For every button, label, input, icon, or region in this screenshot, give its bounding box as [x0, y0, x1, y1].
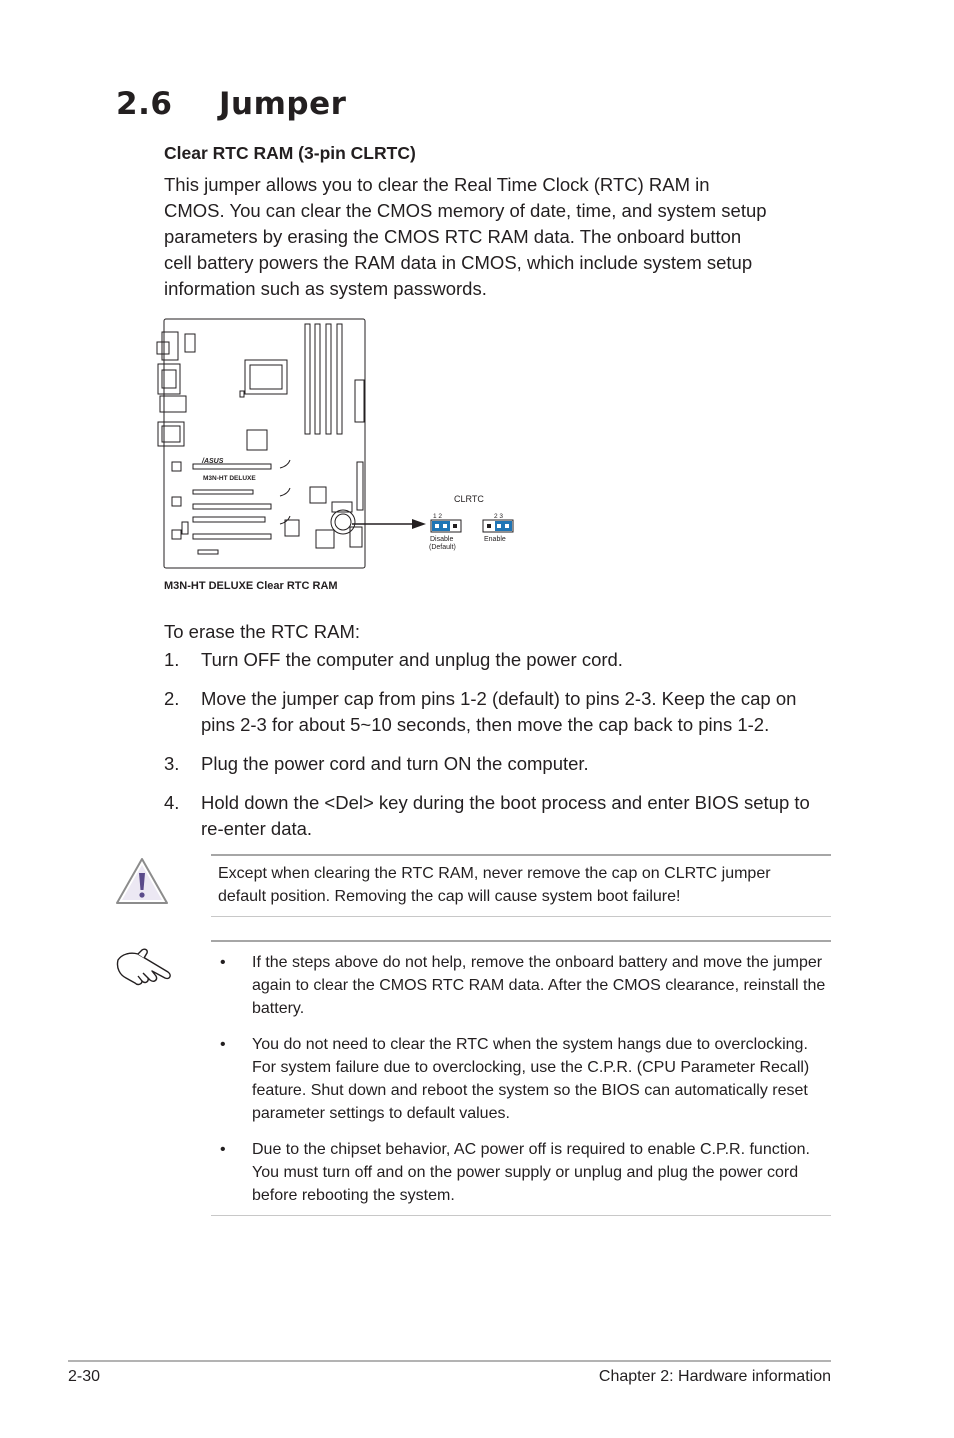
pin	[443, 524, 447, 528]
step-text: Hold down the <Del> key during the boot process and enter BIOS setup to re-enter data.	[201, 792, 810, 839]
pin	[435, 524, 439, 528]
caution-top-rule	[211, 854, 831, 856]
intro-paragraph	[164, 172, 814, 302]
steps-lead: To erase the RTC RAM:	[164, 621, 361, 642]
pointing-hand-icon	[112, 938, 180, 990]
dimm-slot	[305, 324, 310, 434]
dimm-slot	[337, 324, 342, 434]
step-item	[164, 686, 834, 738]
trace	[280, 460, 290, 468]
intro-line: CMOS. You can clear the CMOS memory of date, time, and system setup	[164, 200, 767, 221]
step-number: 2.	[164, 688, 180, 709]
jumper-cap	[432, 521, 450, 531]
motherboard-diagram	[150, 312, 530, 602]
power-connector	[355, 380, 364, 422]
pins-left-label: 1 2	[433, 513, 443, 520]
component	[316, 530, 334, 548]
step-text: Move the jumper cap from pins 1-2 (default) to pins 2-3. Keep the cap on pins 2-3 for about 5~10 seconds, then move the cap back to pins 1-2.	[201, 688, 797, 735]
step-number: 1.	[164, 649, 180, 670]
note-bottom-rule	[211, 1215, 831, 1216]
board-brand: /ASUS	[202, 458, 224, 465]
note-top-rule	[211, 940, 831, 942]
note-list	[218, 951, 828, 1220]
jumper-subtitle: Clear RTC RAM (3-pin CLRTC)	[164, 143, 416, 163]
default-label: (Default)	[429, 544, 456, 551]
chapter-title: Chapter 2: Hardware information	[598, 1368, 831, 1385]
step-item	[164, 647, 834, 673]
socket-lever	[240, 391, 244, 397]
expansion-slot	[193, 504, 271, 509]
bullet: •	[220, 1036, 226, 1053]
board-model: M3N-HT DELUXE	[203, 475, 256, 482]
bullet: •	[220, 1141, 226, 1158]
step-item	[164, 790, 834, 842]
section-heading	[116, 86, 346, 122]
intro-line: information such as system passwords.	[164, 278, 487, 299]
note-item	[218, 1033, 828, 1125]
step-item	[164, 751, 834, 777]
step-number: 3.	[164, 753, 180, 774]
page-number: 2-30	[68, 1368, 101, 1385]
pin	[505, 524, 509, 528]
steps-list	[164, 647, 834, 855]
io-port	[162, 426, 180, 442]
intro-line: cell battery powers the RAM data in CMOS, which include system setup	[164, 252, 753, 273]
step-number: 4.	[164, 792, 180, 813]
intro-line: parameters by erasing the CMOS RTC RAM data. The onboard button	[164, 226, 742, 247]
chipset	[310, 487, 326, 503]
dimm-slot	[326, 324, 331, 434]
sata-connector	[357, 462, 363, 510]
pin	[487, 524, 491, 528]
caution-bottom-rule	[211, 916, 831, 917]
note-text: You do not need to clear the RTC when the system hangs due to overclocking. For system failure due to overclocking, use the C.P.R. (CPU Parameter Recall) feature. Shut down and reboot the system so the BIOS can automatically reset parameter settings to default values.	[252, 1036, 810, 1122]
note-text: If the steps above do not help, remove the onboard battery and move the jumper again to clear the CMOS RTC RAM data. After the CMOS clearance, reinstall the battery.	[252, 954, 826, 1017]
component	[182, 522, 188, 534]
chipset	[247, 430, 267, 450]
pin	[497, 524, 501, 528]
intro-line: This jumper allows you to clear the Real Time Clock (RTC) RAM in	[164, 174, 710, 195]
chipset	[285, 520, 299, 536]
step-text: Turn OFF the computer and unplug the power cord.	[201, 649, 623, 670]
pin	[453, 524, 457, 528]
caution-text: Except when clearing the RTC RAM, never remove the cap on CLRTC jumper default position. Removing the cap will cause system boot failure!	[218, 865, 771, 905]
io-port	[158, 364, 180, 394]
component	[172, 462, 181, 471]
io-port	[157, 342, 169, 354]
step-text: Plug the power cord and turn ON the computer.	[201, 753, 589, 774]
expansion-slot	[193, 490, 253, 494]
warning-triangle-icon	[114, 856, 170, 906]
footer-rule	[68, 1360, 831, 1362]
section-number: 2.6	[116, 86, 173, 122]
cpu-socket-inner	[250, 365, 282, 389]
jumper-label: CLRTC	[454, 494, 484, 504]
note-text: Due to the chipset behavior, AC power off is required to enable C.P.R. function. You must turn off and on the power supply or unplug and plug the power cord before rebooting the system.	[252, 1141, 810, 1204]
battery-inner	[335, 514, 351, 530]
disable-label: Disable	[430, 536, 454, 543]
bullet: •	[220, 954, 226, 971]
pins-right-label: 2 3	[494, 513, 504, 520]
trace	[280, 488, 290, 496]
component	[172, 497, 181, 506]
dimm-slot	[315, 324, 320, 434]
note-item	[218, 951, 828, 1020]
expansion-slot	[193, 517, 265, 522]
enable-label: Enable	[484, 536, 506, 543]
expansion-slot	[198, 550, 218, 554]
io-port	[185, 334, 195, 352]
note-item	[218, 1138, 828, 1207]
expansion-slot	[193, 534, 271, 539]
figure-caption: M3N-HT DELUXE Clear RTC RAM	[164, 580, 338, 592]
arrow-icon	[412, 519, 426, 529]
section-title: Jumper	[219, 86, 347, 122]
component	[172, 530, 181, 539]
